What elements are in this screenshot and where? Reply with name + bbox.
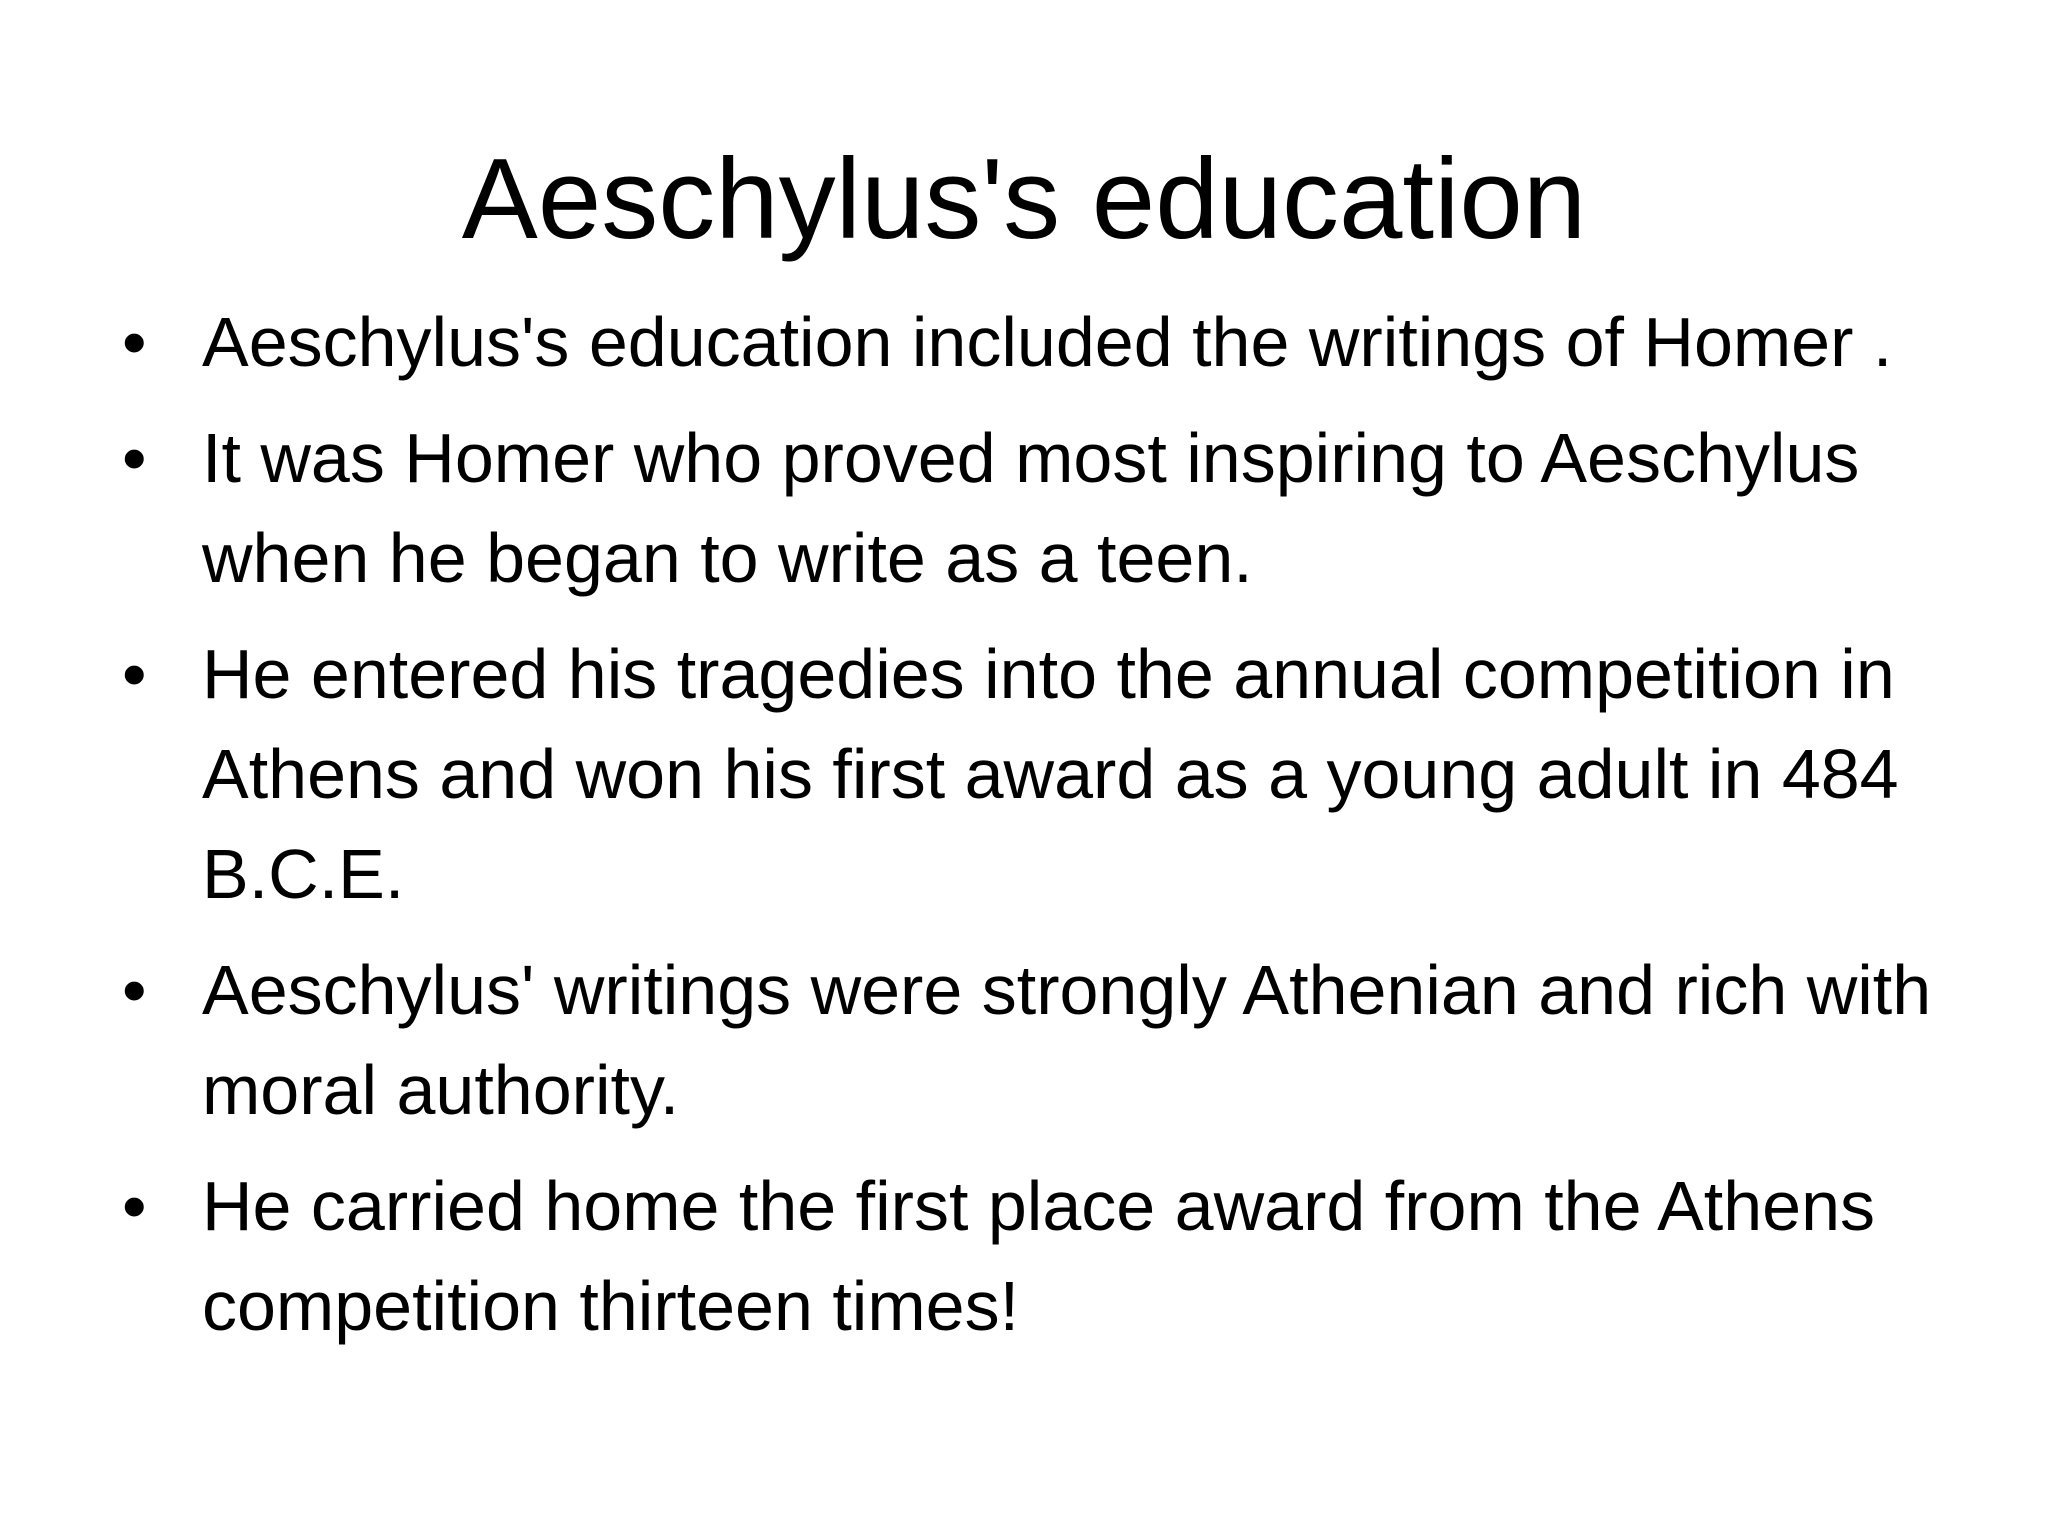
bullet-dot-icon: • [122, 1167, 147, 1245]
bullet-text: He entered his tragedies into the annual competition in Athens and won his first award as a young adult in 484 B.C.E. [202, 635, 1899, 913]
bullet-text: He carried home the first place award from the Athens competition thirteen times! [202, 1167, 1876, 1345]
bullet-item [122, 408, 1962, 608]
bullet-text: It was Homer who proved most inspiring to Aeschylus when he began to write as a teen. [202, 419, 1860, 597]
bullet-dot-icon: • [122, 635, 147, 713]
slide-title: Aeschylus's education [461, 136, 1587, 263]
bullet-item [122, 1156, 1962, 1356]
bullet-list [122, 292, 1962, 1372]
bullet-dot-icon: • [122, 419, 147, 497]
bullet-text: Aeschylus's education included the writings of Homer . [202, 303, 1893, 381]
bullet-dot-icon: • [122, 303, 147, 381]
bullet-item [122, 940, 1962, 1140]
bullet-item [122, 624, 1962, 924]
bullet-dot-icon: • [122, 951, 147, 1029]
bullet-item [122, 292, 1962, 392]
bullet-text: Aeschylus' writings were strongly Athenian and rich with moral authority. [202, 951, 1932, 1129]
